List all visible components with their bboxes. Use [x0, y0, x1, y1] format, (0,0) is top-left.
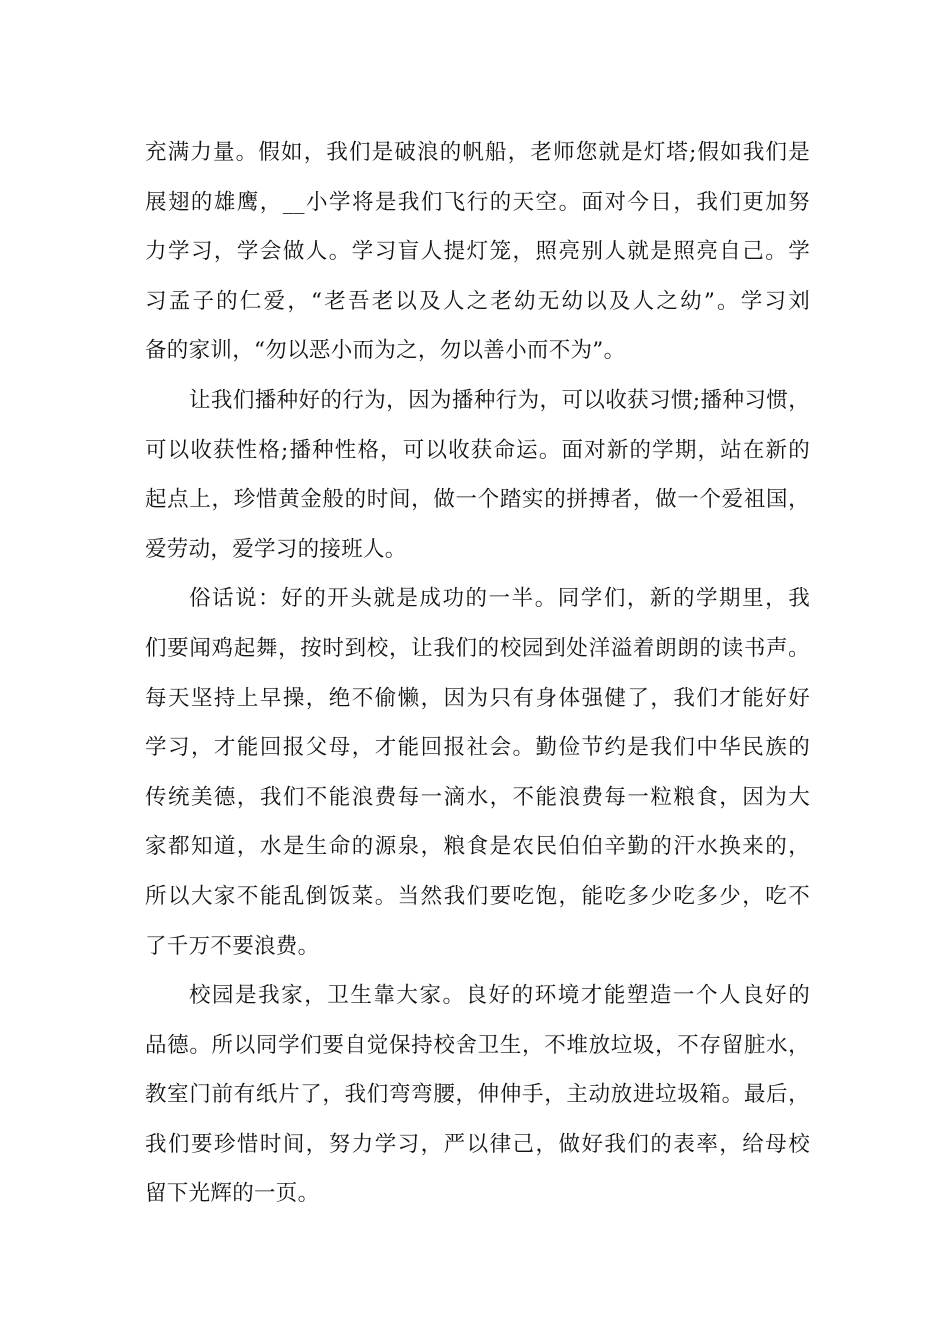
text-line: 了千万不要浪费。 — [145, 933, 320, 959]
text-line: 教室门前有纸片了，我们弯弯腰，伸伸手，主动放进垃圾箱。最后， — [145, 1082, 810, 1108]
text-line: 备的家训，“勿以恶小而为之，勿以善小而不为”。 — [145, 338, 626, 364]
text-line: 所以大家不能乱倒饭菜。当然我们要吃饱，能吃多少吃多少，吃不 — [145, 883, 810, 909]
text-line: 品德。所以同学们要自觉保持校舍卫生，不堆放垃圾，不存留脏水， — [145, 1032, 810, 1058]
text-line: 让我们播种好的行为，因为播种行为，可以收获习惯;播种习惯， — [189, 387, 810, 413]
paragraph-3 — [145, 574, 810, 971]
text-line: 我们要珍惜时间，努力学习，严以律己，做好我们的表率，给母校 — [145, 1131, 810, 1157]
text-line: 校园是我家，卫生靠大家。良好的环境才能塑造一个人良好的 — [189, 983, 810, 1009]
text-line: 爱劳动，爱学习的接班人。 — [145, 536, 407, 562]
text-line: 可以收获性格;播种性格，可以收获命运。面对新的学期，站在新的 — [145, 437, 810, 463]
text-line: 学习，才能回报父母，才能回报社会。勤俭节约是我们中华民族的 — [145, 735, 810, 761]
text-line: 习孟子的仁爱，“老吾老以及人之老幼无幼以及人之幼”。学习刘 — [145, 288, 810, 314]
text-line: 传统美德，我们不能浪费每一滴水，不能浪费每一粒粮食，因为大 — [145, 784, 810, 810]
text-line: 力学习，学会做人。学习盲人提灯笼，照亮别人就是照亮自己。学 — [145, 239, 810, 265]
text-line: 充满力量。假如，我们是破浪的帆船，老师您就是灯塔;假如我们是 — [145, 140, 810, 165]
paragraph-1 — [145, 128, 810, 376]
text-line: 起点上，珍惜黄金般的时间，做一个踏实的拼搏者，做一个爱祖国， — [145, 487, 810, 513]
text-line: 家都知道，水是生命的源泉，粮食是农民伯伯辛勤的汗水换来的， — [145, 834, 810, 860]
text-line: 们要闻鸡起舞，按时到校，让我们的校园到处洋溢着朗朗的读书声。 — [145, 635, 810, 661]
text-line: 展翅的雄鹰，__小学将是我们飞行的天空。面对今日，我们更加努 — [145, 189, 810, 215]
paragraph-2 — [145, 376, 810, 574]
text-line: 俗话说：好的开头就是成功的一半。同学们，新的学期里，我 — [189, 586, 810, 612]
text-line: 留下光辉的一页。 — [145, 1181, 320, 1207]
document-body — [145, 128, 810, 1219]
text-line: 每天坚持上早操，绝不偷懒，因为只有身体强健了，我们才能好好 — [145, 685, 810, 711]
paragraph-4 — [145, 971, 810, 1219]
